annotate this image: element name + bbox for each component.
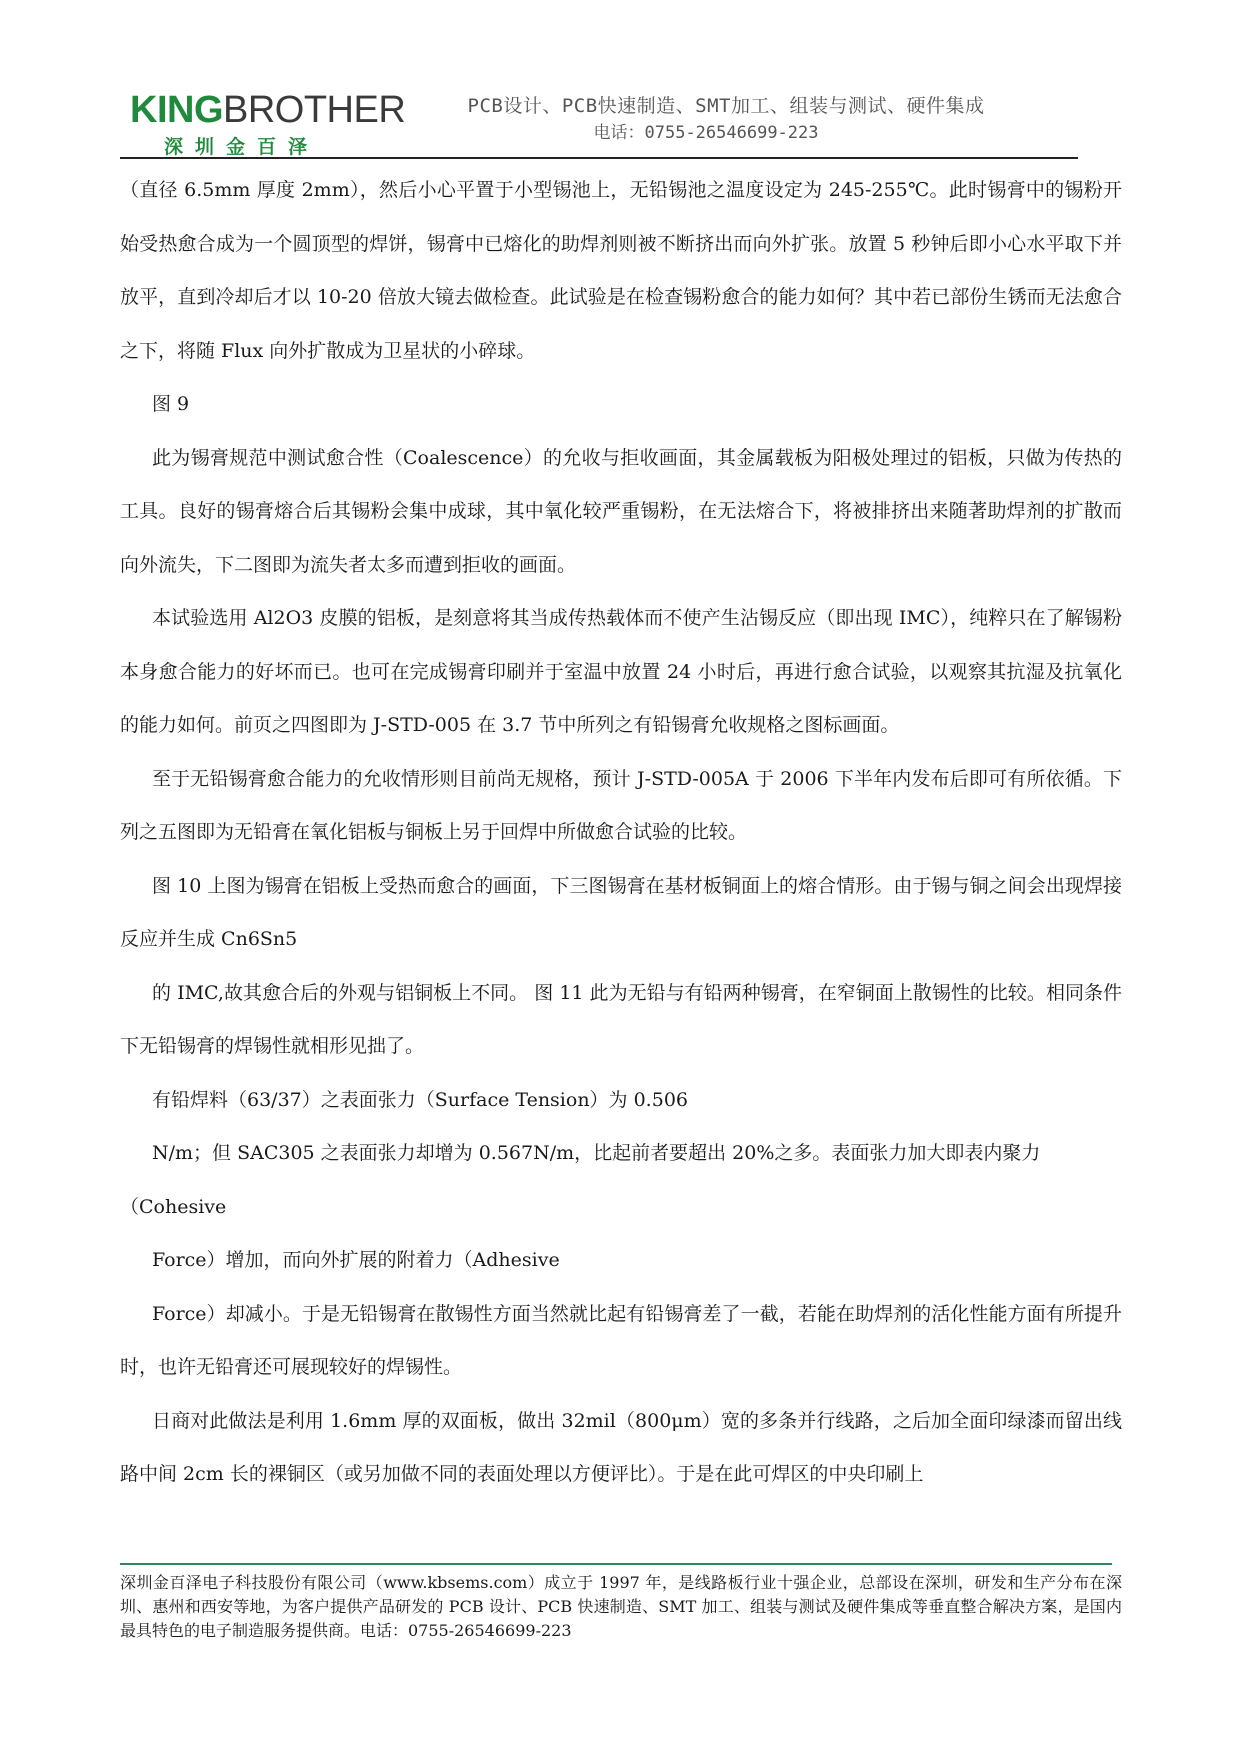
paragraph: Force）增加，而向外扩展的附着力（Adhesive xyxy=(152,1249,560,1271)
figure-caption: 图 9 xyxy=(152,393,190,415)
page-footer: 深圳金百泽电子科技股份有限公司（www.kbsems.com）成立于 1997 年，是线路板行业十强企业，总部设在深圳，研发和生产分布在深圳、惠州和西安等地，为客户提供产品研发的 PCB 设计、PCB 快速制造、SMT 加工、组装与测试及硬件集成等垂直整合解决方案，是国内最具特色的电子制造服务提供商。电话：0755-26546699-223 xyxy=(120,1573,1122,1640)
page-header xyxy=(130,84,1080,156)
paragraph: 本试验选用 Al2O3 皮膜的铝板，是刻意将其当成传热载体而不使产生沾锡反应（即出现 IMC），纯粹只在了解锡粉本身愈合能力的好坏而已。也可在完成锡膏印刷并于室温中放置 24 小时后，再进行愈合试验，以观察其抗湿及抗氧化的能力如何。前页之四图即为 J-STD-005 在 3.7 节中所列之有铅锡膏允收规格之图标画面。 xyxy=(120,607,1122,736)
header-services: PCB设计、PCB快速制造、SMT加工、组装与测试、硬件集成 xyxy=(467,95,985,117)
paragraph: 的 IMC,故其愈合后的外观与铝铜板上不同。 图 11 此为无铅与有铅两种锡膏，在窄铜面上散锡性的比较。相同条件下无铅锡膏的焊锡性就相形见拙了。 xyxy=(120,981,1122,1057)
header-divider xyxy=(120,157,1078,159)
document-body xyxy=(120,164,1122,1502)
company-logo xyxy=(130,89,406,158)
paragraph: 图 10 上图为锡膏在铝板上受热而愈合的画面，下三图锡膏在基材板铜面上的熔合情形。由于锡与铜之间会出现焊接反应并生成 Cn6Sn5 xyxy=(120,874,1122,950)
footer-divider xyxy=(120,1563,1112,1565)
paragraph: 有铅焊料（63/37）之表面张力（Surface Tension）为 0.506 xyxy=(152,1088,688,1111)
paragraph: 此为锡膏规范中测试愈合性（Coalescence）的允收与拒收画面，其金属载板为阳极处理过的铝板，只做为传热的工具。良好的锡膏熔合后其锡粉会集中成球，其中氧化较严重锡粉，在无法熔合下，将被排挤出来随著助焊剂的扩散而向外流失，下二图即为流失者太多而遭到拒收的画面。 xyxy=(120,446,1122,576)
logo-king: KING xyxy=(130,89,223,131)
paragraph: （Cohesive xyxy=(120,1195,227,1218)
header-info xyxy=(466,92,986,146)
paragraph: N/m；但 SAC305 之表面张力却增为 0.567N/m，比起前者要超出 20%之多。表面张力加大即表内聚力 xyxy=(152,1142,1041,1164)
paragraph: 至于无铅锡膏愈合能力的允收情形则目前尚无规格，预计 J-STD-005A 于 2006 下半年内发布后即可有所依循。下列之五图即为无铅膏在氧化铝板与铜板上另于回焊中所做愈合试验的比较。 xyxy=(120,767,1122,843)
header-phone: 电话：0755-26546699-223 xyxy=(593,123,819,143)
logo-brother: BROTHER xyxy=(223,89,406,131)
logo-wordmark xyxy=(130,90,405,130)
logo-chinese-name: 深圳金百泽 xyxy=(164,136,320,158)
paragraph: （直径 6.5mm 厚度 2mm），然后小心平置于小型锡池上，无铅锡池之温度设定为 245-255℃。此时锡膏中的锡粉开始受热愈合成为一个圆顶型的焊饼，锡膏中已熔化的助焊剂则被不断挤出而向外扩张。放置 5 秒钟后即小心水平取下并放平，直到冷却后才以 10-20 倍放大镜去做检查。此试验是在检查锡粉愈合的能力如何？其中若已部份生锈而无法愈合之下，将随 Flux 向外扩散成为卫星状的小碎球。 xyxy=(120,179,1122,362)
paragraph: Force）却减小。于是无铅锡膏在散锡性方面当然就比起有铅锡膏差了一截，若能在助焊剂的活化性能方面有所提升时，也许无铅膏还可展现较好的焊锡性。 xyxy=(120,1302,1122,1378)
paragraph: 日商对此做法是利用 1.6mm 厚的双面板，做出 32mil（800μm）宽的多条并行线路，之后加全面印绿漆而留出线路中间 2cm 长的裸铜区（或另加做不同的表面处理以方便评比）。于是在此可焊区的中央印刷上 xyxy=(120,1409,1122,1485)
